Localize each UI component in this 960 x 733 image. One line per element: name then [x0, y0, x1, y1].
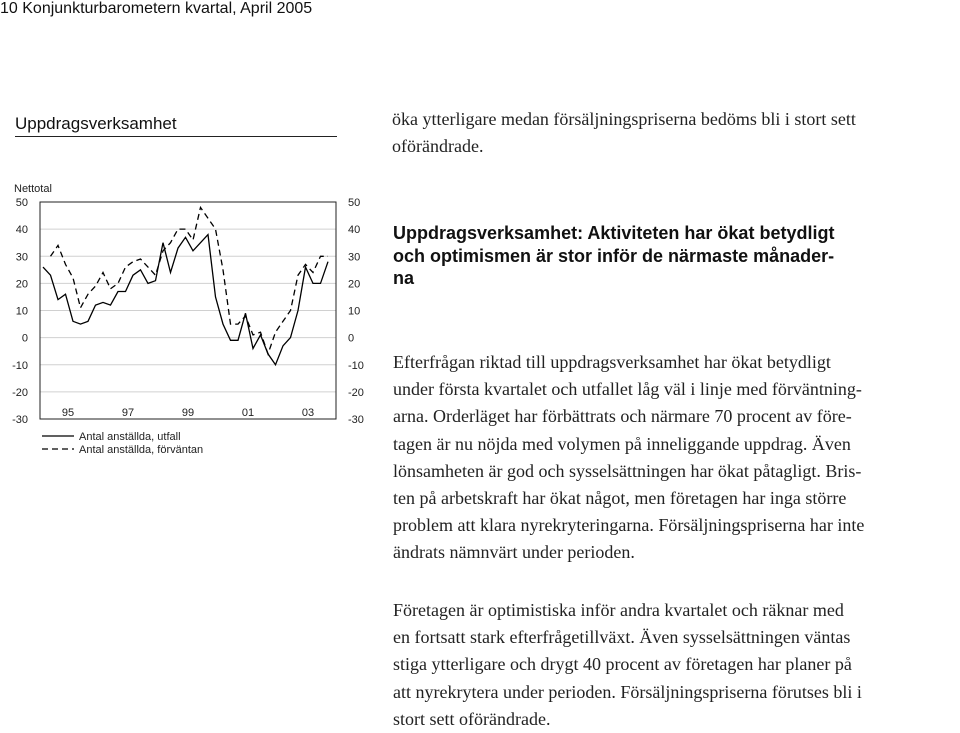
- heading-line: Uppdragsverksamhet: Aktiviteten har ökat betydligt: [393, 223, 835, 243]
- text-line: oförändrade.: [392, 136, 484, 157]
- legend-label: Antal anställda, förväntan: [79, 444, 204, 456]
- y-tick-label: 20: [348, 278, 361, 291]
- text-line: öka ytterligare medan försäljningspriserna bedöms bli i stort sett: [392, 109, 856, 129]
- y-tick-label: -10: [12, 359, 28, 372]
- heading-line: na: [393, 268, 415, 288]
- x-tick-label: 03: [301, 407, 315, 419]
- y-tick-label: -10: [348, 359, 364, 372]
- y-tick-label: 40: [348, 224, 361, 237]
- text-line: stort sett oförändrade.: [393, 708, 551, 729]
- x-tick-label: 95: [61, 407, 75, 419]
- x-tick-label: 01: [241, 407, 255, 419]
- text-line: ten på arbetskraft har ökat något, men företagen har inga större: [393, 488, 847, 509]
- series-group: [43, 207, 328, 364]
- title-underline: [15, 136, 337, 137]
- paragraph-demand: [393, 349, 959, 567]
- legend: [42, 431, 203, 456]
- left-y-ticks: [12, 197, 28, 426]
- heading-line: och optimismen är stor inför de närmaste månader-: [393, 245, 835, 266]
- y-tick-label: 50: [15, 197, 28, 209]
- text-line: Efterfrågan riktad till uppdragsverksamhet har ökat betydligt: [393, 352, 831, 372]
- y-tick-label: 30: [348, 251, 361, 264]
- x-tick-label: 99: [181, 407, 195, 419]
- continued-text: [392, 106, 958, 160]
- text-line: att nyrekrytera under perioden. Försäljningspriserna förutses bli i: [393, 681, 862, 702]
- y-tick-label: 20: [15, 278, 28, 291]
- paragraph-outlook: [393, 597, 959, 733]
- section-heading: [393, 222, 959, 290]
- text-line: problem att klara nyrekryteringarna. Försäljningspriserna har inte: [393, 515, 865, 536]
- y-tick-label: 40: [15, 224, 28, 237]
- y-tick-label: 10: [348, 305, 361, 318]
- employment-chart: [0, 170, 380, 470]
- text-line: stiga ytterligare och drygt 40 procent av företagen har planer på: [393, 654, 852, 675]
- legend-label: Antal anställda, utfall: [79, 431, 181, 443]
- y-tick-label: 50: [348, 197, 361, 209]
- grid-lines: [40, 229, 336, 392]
- text-line: tagen är nu nöjda med volymen på inneliggande uppdrag. Även: [393, 433, 851, 454]
- x-tick-label: 97: [121, 407, 135, 419]
- y-tick-label: 0: [348, 332, 355, 345]
- y-tick-label: -20: [348, 386, 364, 399]
- text-line: lönsamheten är god och sysselsättningen har ökat påtagligt. Bris-: [393, 460, 862, 481]
- x-ticks: [62, 407, 314, 419]
- y-tick-label: 0: [21, 332, 28, 345]
- y-tick-label: 30: [15, 251, 28, 264]
- series-outcome-line: [43, 235, 328, 365]
- page-header: 10 Konjunkturbarometern kvartal, April 2005: [0, 0, 313, 17]
- y-tick-label: 10: [15, 305, 28, 318]
- text-line: under första kvartalet och utfallet låg väl i linje med förväntning-: [393, 379, 862, 400]
- text-line: arna. Orderläget har förbättrats och närmare 70 procent av före-: [393, 406, 852, 427]
- right-y-ticks: [348, 197, 364, 426]
- text-line: Företagen är optimistiska inför andra kvartalet och räknar med: [393, 600, 844, 620]
- y-tick-label: -20: [12, 386, 28, 399]
- chart-section-title: Uppdragsverksamhet: [15, 114, 177, 133]
- y-axis-label: Nettotal: [14, 183, 52, 195]
- text-line: en fortsatt stark efterfrågetillväxt. Även sysselsättningen väntas: [393, 627, 851, 648]
- text-line: ändrats nämnvärt under perioden.: [393, 542, 635, 563]
- y-tick-label: -30: [12, 414, 28, 426]
- y-tick-label: -30: [348, 414, 364, 426]
